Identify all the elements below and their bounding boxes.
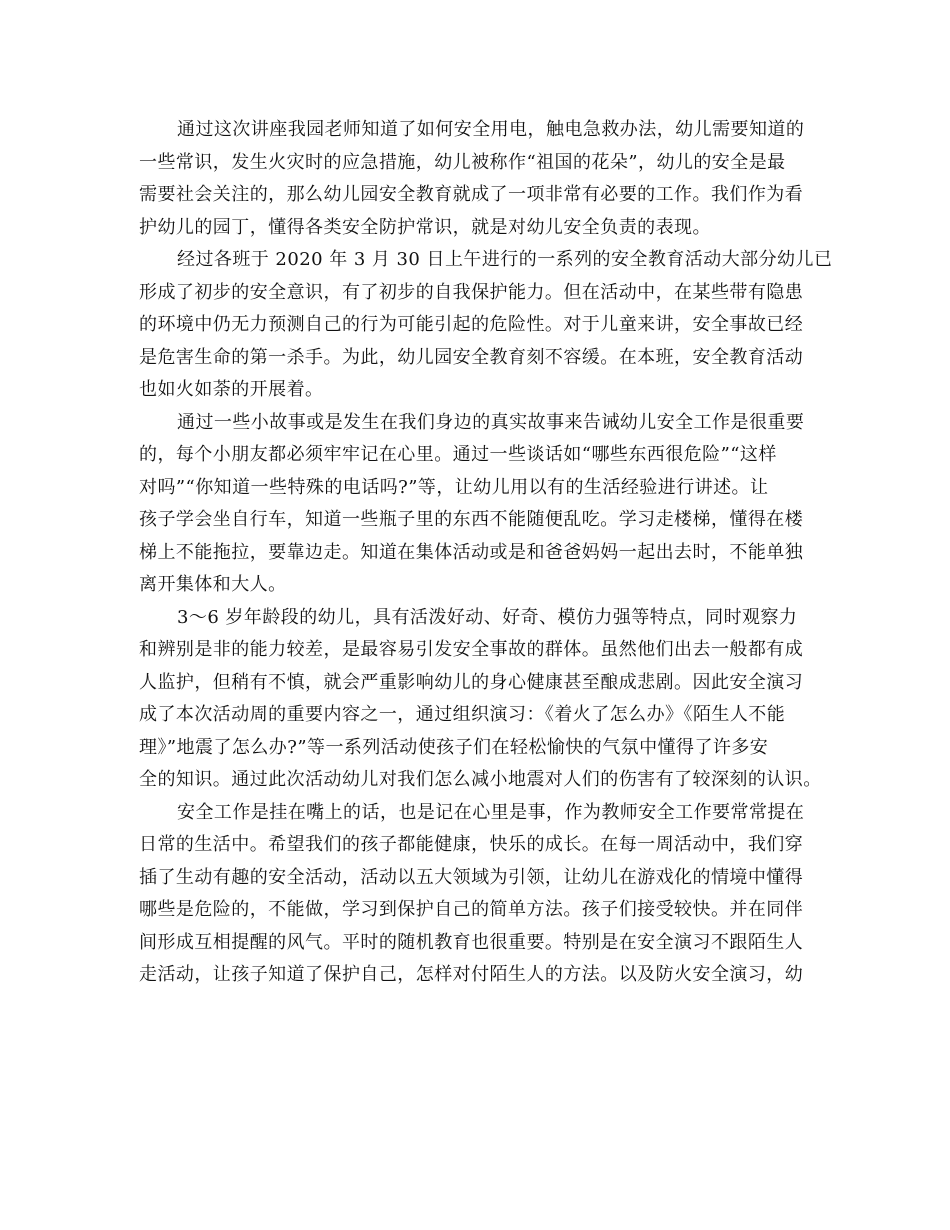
text-line: 人监护，但稍有不慎，就会严重影响幼儿的身心健康甚至酿成悲剧。因此安全演习 xyxy=(139,671,804,693)
text-line: 全的知识。通过此次活动幼儿对我们怎么减小地震对人们的伤害有了较深刻的认识。 xyxy=(139,769,822,790)
paragraph xyxy=(139,407,839,602)
text-line: 一些常识，发生火灾时的应急措施，幼儿被称作“祖国的花朵”，幼儿的安全是最 xyxy=(139,151,786,173)
text-line: 走活动，让孩子知道了保护自己，怎样对付陌生人的方法。以及防火安全演习，幼 xyxy=(139,964,804,985)
text-line: 理》”地震了怎么办?”等一系列活动使孩子们在轻松愉快的气氛中懂得了许多安 xyxy=(139,736,769,758)
text-line: 间形成互相提醒的风气。平时的随机教育也很重要。特别是在安全演习不跟陌生人 xyxy=(139,931,804,953)
text-line: 安全工作是挂在嘴上的话，也是记在心里是事，作为教师安全工作要常常提在 xyxy=(177,801,805,823)
text-line: 的，每个小朋友都必须牢牢记在心里。通过一些谈话如“哪些东西很危险”“这样 xyxy=(139,444,777,465)
document-body xyxy=(139,114,839,992)
text-line: 形成了初步的安全意识，有了初步的自我保护能力。但在活动中，在某些带有隐患 xyxy=(139,281,804,303)
text-line: 和辨别是非的能力较差，是最容易引发安全事故的群体。虽然他们出去一般都有成 xyxy=(139,639,804,660)
text-line: 成了本次活动周的重要内容之一，通过组织演习：《着火了怎么办》《陌生人不能 xyxy=(139,704,786,725)
text-line: 3～6 岁年龄段的幼儿，具有活泼好动、好奇、模仿力强等特点，同时观察力 xyxy=(177,606,798,628)
paragraph xyxy=(139,797,839,992)
text-line: 通过这次讲座我园老师知道了如何安全用电，触电急救办法，幼儿需要知道的 xyxy=(177,119,805,140)
text-line: 护幼儿的园丁，懂得各类安全防护常识，就是对幼儿安全负责的表现。 xyxy=(139,216,711,238)
paragraph xyxy=(139,114,839,244)
paragraph xyxy=(139,244,839,407)
text-line: 对吗”“你知道一些特殊的电话吗?”等，让幼儿用以有的生活经验进行讲述。让 xyxy=(139,476,769,498)
text-line: 的环境中仍无力预测自己的行为可能引起的危险性。对于儿童来讲，安全事故已经 xyxy=(139,314,804,335)
text-line: 日常的生活中。希望我们的孩子都能健康，快乐的成长。在每一周活动中，我们穿 xyxy=(139,834,804,855)
text-line: 离开集体和大人。 xyxy=(139,574,287,595)
text-line: 也如火如荼的开展着。 xyxy=(139,379,324,400)
text-line: 孩子学会坐自行车，知道一些瓶子里的东西不能随便乱吃。学习走楼梯，懂得在楼 xyxy=(139,509,804,530)
text-line: 需要社会关注的，那么幼儿园安全教育就成了一项非常有必要的工作。我们作为看 xyxy=(139,184,804,205)
text-line: 经过各班于 2020 年 3 月 30 日上午进行的一系列的安全教育活动大部分幼儿已 xyxy=(177,249,833,270)
text-line: 梯上不能拖拉，要靠边走。知道在集体活动或是和爸爸妈妈一起出去时，不能单独 xyxy=(139,541,804,563)
text-line: 通过一些小故事或是发生在我们身边的真实故事来告诫幼儿安全工作是很重要 xyxy=(177,411,805,433)
text-line: 哪些是危险的，不能做，学习到保护自己的简单方法。孩子们接受较快。并在同伴 xyxy=(139,899,804,920)
paragraph xyxy=(139,602,839,797)
text-line: 是危害生命的第一杀手。为此，幼儿园安全教育刻不容缓。在本班，安全教育活动 xyxy=(139,346,804,368)
text-line: 插了生动有趣的安全活动，活动以五大领域为引领，让幼儿在游戏化的情境中懂得 xyxy=(139,866,804,888)
